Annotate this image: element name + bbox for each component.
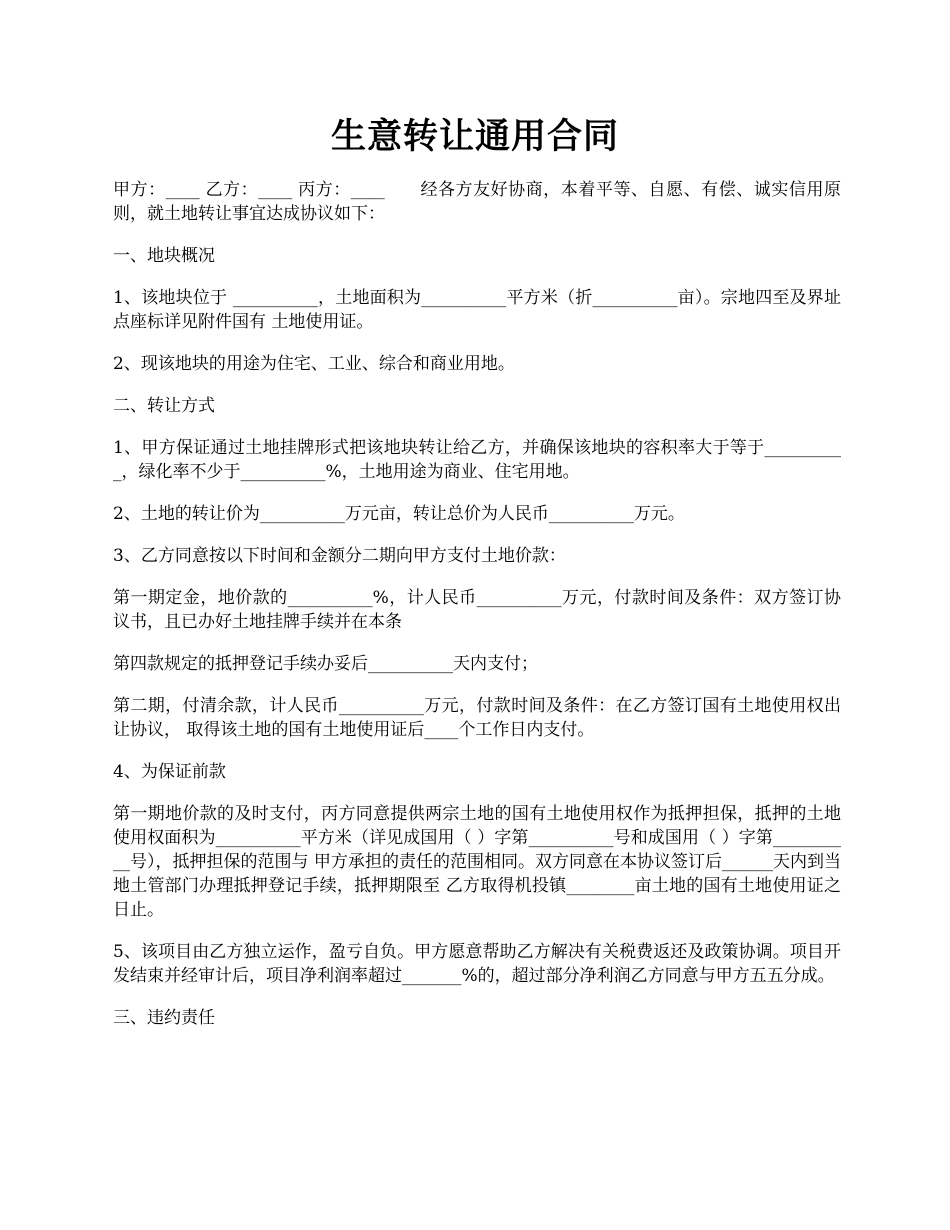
clause-profit-sharing: 5、该项目由乙方独立运作，盈亏自负。甲方愿意帮助乙方解决有关税费返还及政策协调。项目开发结束并经审计后，项目净利润率超过_______%的，超过部分净利润乙方同意与甲方五五分成。 bbox=[113, 942, 841, 986]
clause-second-payment: 第二期，付清余款，计人民币__________万元，付款时间及条件：在乙方签订国有土地使用权出让协议， 取得该土地的国有土地使用证后____个工作日内支付。 bbox=[113, 696, 841, 740]
clause-transfer-price: 2、土地的转让价为__________万元亩，转让总价为人民币__________万元。 bbox=[113, 504, 685, 524]
clause-land-use: 2、现该地块的用途为住宅、工业、综合和商业用地。 bbox=[113, 354, 515, 374]
parties-intro-paragraph: 甲方：____ 乙方：____ 丙方：____ 经各方友好协商，本着平等、自愿、有偿、诚实信用原则，就土地转让事宜达成协议如下： bbox=[113, 180, 841, 224]
section-heading-land-overview: 一、地块概况 bbox=[113, 246, 215, 266]
clause-mortgage-guarantee: 第一期地价款的及时支付，丙方同意提供两宗土地的国有土地使用权作为抵押担保，抵押的土地 使用权面积为__________平方米（详见成国用（ ）字第__________号和成国用（ ）字第__________号），抵押担保的范围与 甲方承担的责任的范围相同。双方同意在本协议签订后______天内到当地土管部门办理抵押登记手续，抵押期限至 乙方取得机投镇________亩土地的国有土地使用证之日止。 bbox=[113, 804, 841, 920]
clause-listing-guarantee: 1、甲方保证通过土地挂牌形式把该地块转让给乙方，并确保该地块的容积率大于等于__________，绿化率不少于__________%，土地用途为商业、住宅用地。 bbox=[113, 438, 841, 482]
section-heading-transfer-method: 二、转让方式 bbox=[113, 396, 215, 416]
clause-first-payment: 第一期定金，地价款的__________%，计人民币__________万元，付款时间及条件：双方签订协议书，且已办好土地挂牌手续并在本条 bbox=[113, 588, 841, 632]
clause-first-payment-deadline: 第四款规定的抵押登记手续办妥后__________天内支付； bbox=[113, 654, 538, 674]
document-title: 生意转让通用合同 bbox=[330, 116, 619, 157]
document-body bbox=[113, 178, 841, 1048]
section-heading-breach-liability: 三、违约责任 bbox=[113, 1008, 215, 1028]
clause-payment-schedule: 3、乙方同意按以下时间和金额分二期向甲方支付土地价款： bbox=[113, 546, 566, 566]
clause-land-location: 1、该地块位于 __________，土地面积为__________平方米（折__________亩）。宗地四至及界址点座标详见附件国有 土地使用证。 bbox=[113, 288, 841, 332]
clause-guarantee-heading: 4、为保证前款 bbox=[113, 762, 226, 782]
